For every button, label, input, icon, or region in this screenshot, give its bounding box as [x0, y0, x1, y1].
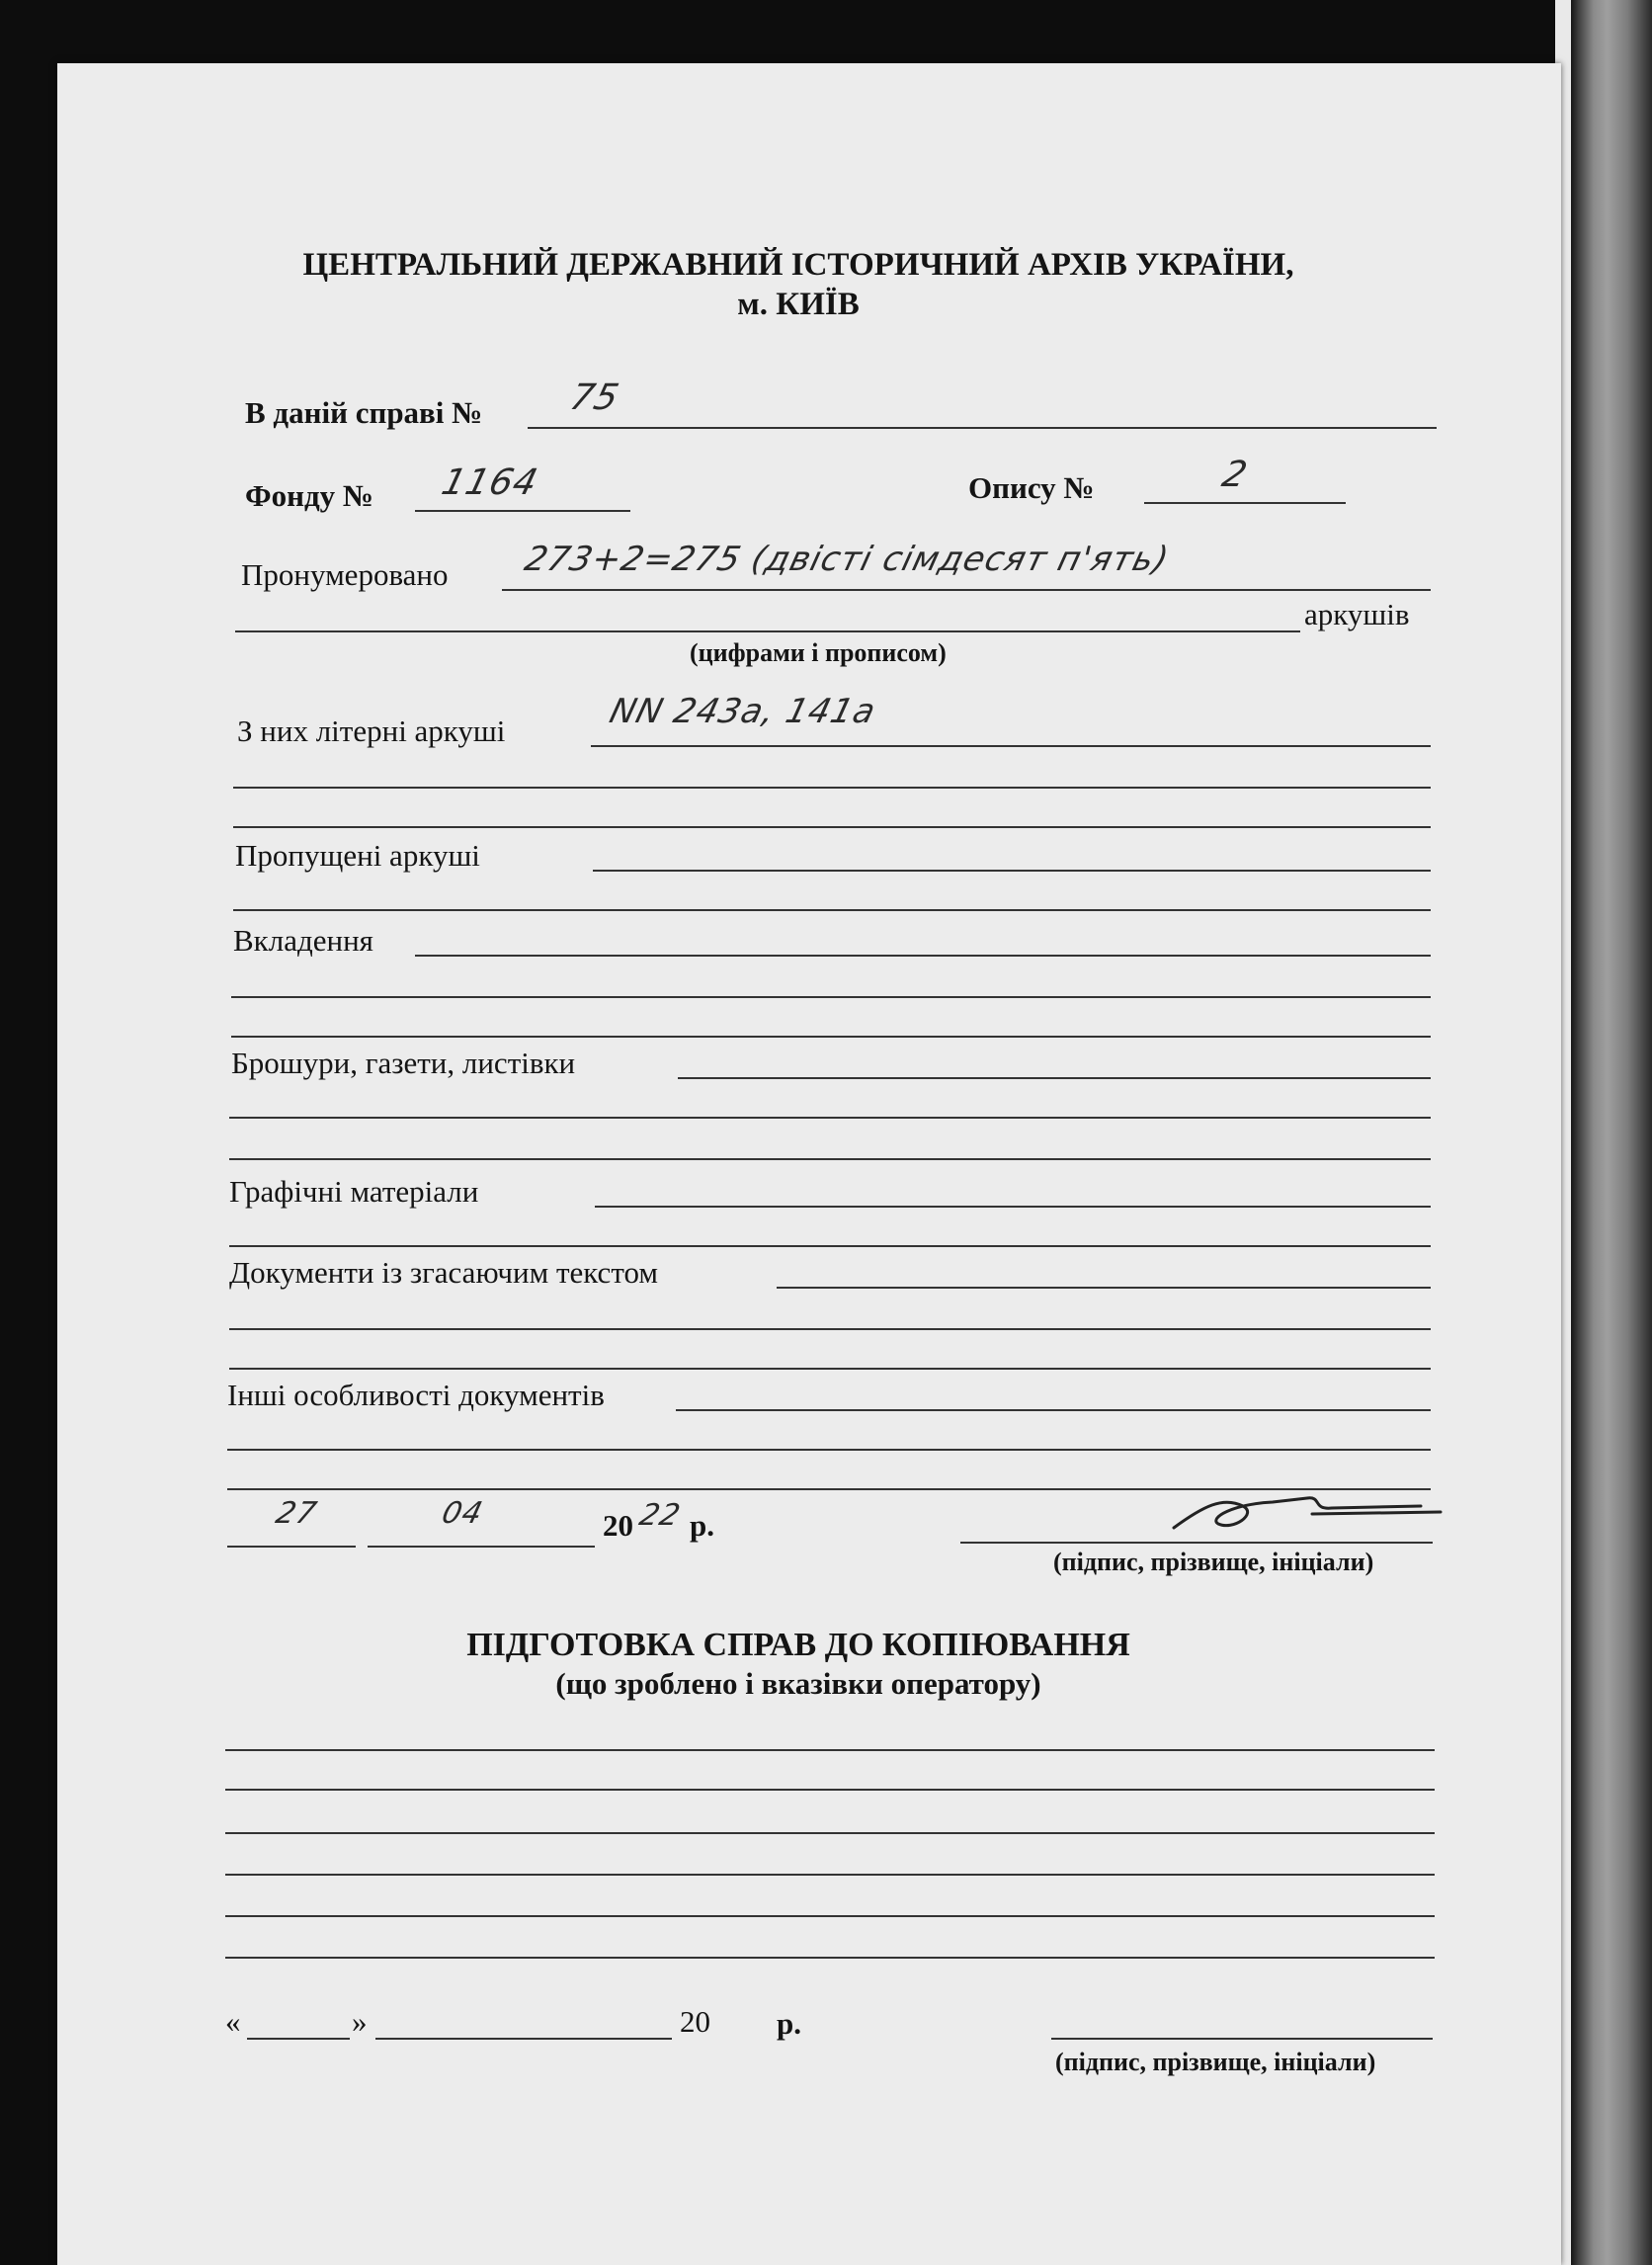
copy-date-day-line — [247, 2038, 350, 2040]
other-label: Інші особливості документів — [227, 1378, 605, 1412]
copy-section-title: ПІДГОТОВКА СПРАВ ДО КОПІЮВАННЯ — [466, 1627, 1130, 1663]
copy-signature-line — [1051, 2038, 1433, 2040]
date-month: 04 — [438, 1496, 487, 1531]
fading-line-2 — [229, 1328, 1431, 1330]
graphic-line-2 — [229, 1245, 1431, 1247]
date-year-value: 22 — [635, 1498, 685, 1533]
copy-date-suffix: р. — [777, 2006, 801, 2041]
numbered-value: 273+2=275 (двісті сімдесят п'ять) — [521, 540, 1174, 579]
copy-date-month-line — [375, 2038, 672, 2040]
letter-sheets-line-1 — [591, 745, 1431, 747]
brochures-line-2 — [229, 1117, 1431, 1119]
numbered-line-1 — [502, 589, 1431, 591]
letter-sheets-value: NN 243а, 141а — [606, 692, 880, 731]
opys-label: Опису № — [968, 470, 1095, 505]
case-label: В даній справі № — [245, 395, 483, 430]
archive-title: ЦЕНТРАЛЬНИЙ ДЕРЖАВНИЙ ІСТОРИЧНИЙ АРХІВ УКРАЇНИ, — [302, 247, 1294, 283]
archive-form-sheet — [57, 63, 1561, 2265]
attachments-line-3 — [231, 1036, 1431, 1038]
fading-label: Документи із згасаючим текстом — [229, 1255, 658, 1290]
other-line-1 — [676, 1409, 1431, 1411]
book-spine — [1571, 0, 1652, 2265]
missing-sheets-line-1 — [593, 870, 1431, 872]
opys-line — [1144, 502, 1346, 504]
sheets-label: аркушів — [1304, 597, 1410, 631]
attachments-line-1 — [415, 955, 1431, 957]
copy-section-subtitle: (що зроблено і вказівки оператору) — [555, 1666, 1041, 1701]
archive-city: м. КИЇВ — [737, 287, 860, 322]
case-line — [528, 427, 1437, 429]
fading-line-1 — [777, 1287, 1431, 1289]
numbered-line-2 — [235, 630, 1300, 632]
date-year-prefix: 20 — [603, 1508, 633, 1543]
fond-value: 1164 — [437, 462, 542, 503]
missing-sheets-line-2 — [233, 909, 1431, 911]
case-value: 75 — [565, 378, 623, 418]
brochures-line-3 — [229, 1158, 1431, 1160]
copy-date-year-prefix: 20 — [680, 2004, 710, 2039]
copy-line-5 — [225, 1915, 1435, 1917]
copy-signature-hint: (підпис, прізвище, ініціали) — [1055, 2048, 1376, 2076]
fond-line — [415, 510, 630, 512]
brochures-line-1 — [678, 1077, 1431, 1079]
letter-sheets-line-3 — [233, 826, 1431, 828]
copy-date-open-quote: « — [225, 2004, 241, 2039]
copy-line-2 — [225, 1789, 1435, 1791]
numbered-label: Пронумеровано — [241, 557, 449, 592]
fading-line-3 — [229, 1368, 1431, 1370]
date-suffix: р. — [690, 1508, 714, 1543]
signature-hint: (підпис, прізвище, ініціали) — [1053, 1548, 1374, 1576]
fond-label: Фонду № — [245, 478, 374, 513]
copy-line-6 — [225, 1957, 1435, 1959]
date-day-line — [227, 1546, 356, 1548]
graphic-label: Графічні матеріали — [229, 1174, 479, 1209]
copy-line-3 — [225, 1832, 1435, 1834]
numbered-hint: (цифрами і прописом) — [690, 638, 947, 667]
copy-line-1 — [225, 1749, 1435, 1751]
letter-sheets-line-2 — [233, 787, 1431, 789]
graphic-line-1 — [595, 1206, 1431, 1208]
copy-date-close-quote: » — [352, 2004, 368, 2039]
date-day: 27 — [272, 1496, 321, 1531]
other-line-2 — [227, 1449, 1431, 1451]
brochures-label: Брошури, газети, листівки — [231, 1046, 576, 1080]
signature-mark — [1164, 1476, 1460, 1546]
opys-value: 2 — [1217, 455, 1253, 495]
missing-sheets-label: Пропущені аркуші — [235, 838, 480, 873]
date-month-line — [368, 1546, 595, 1548]
attachments-line-2 — [231, 996, 1431, 998]
copy-line-4 — [225, 1874, 1435, 1876]
attachments-label: Вкладення — [233, 923, 373, 958]
letter-sheets-label: З них літерні аркуші — [237, 713, 506, 748]
